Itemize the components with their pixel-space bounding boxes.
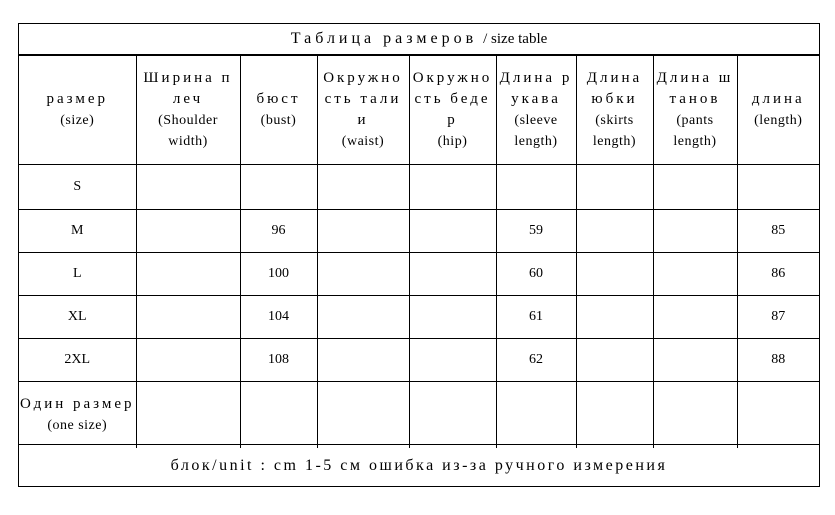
table-cell [737, 165, 819, 210]
table-title [19, 24, 819, 55]
table-cell [240, 165, 317, 210]
title-russian: Таблица размеров [290, 30, 478, 47]
table-cell [317, 210, 409, 253]
table-row [19, 296, 819, 339]
table-cell [409, 339, 496, 382]
table-row-one-size [19, 382, 819, 449]
size-cell: S [19, 165, 136, 210]
table-cell [409, 382, 496, 449]
column-header: Ширина плеч (Shoulder width) [136, 56, 240, 165]
size-cell: Один размер (one size) [19, 382, 136, 449]
table-cell [496, 165, 576, 210]
table-cell: 88 [737, 339, 819, 382]
table-cell [653, 210, 737, 253]
table-cell: 86 [737, 253, 819, 296]
size-table [19, 55, 819, 448]
table-cell [136, 165, 240, 210]
table-cell: 62 [496, 339, 576, 382]
size-cell: M [19, 210, 136, 253]
table-cell [653, 253, 737, 296]
table-cell [136, 253, 240, 296]
table-cell [136, 296, 240, 339]
table-cell: 85 [737, 210, 819, 253]
table-cell [409, 253, 496, 296]
column-header: Окружность бедер (hip) [409, 56, 496, 165]
table-cell [317, 339, 409, 382]
table-cell [653, 339, 737, 382]
table-cell [136, 339, 240, 382]
column-header: длина (length) [737, 56, 819, 165]
table-row [19, 210, 819, 253]
table-cell [576, 339, 653, 382]
table-cell [409, 165, 496, 210]
table-cell [136, 210, 240, 253]
table-cell [317, 253, 409, 296]
column-header: Длина рукава (sleeve length) [496, 56, 576, 165]
table-cell [409, 210, 496, 253]
table-cell [496, 382, 576, 449]
table-cell [576, 253, 653, 296]
table-cell [576, 296, 653, 339]
table-row [19, 253, 819, 296]
table-cell [136, 382, 240, 449]
table-cell [576, 382, 653, 449]
table-cell: 61 [496, 296, 576, 339]
table-cell [653, 165, 737, 210]
column-header: Длина штанов (pants length) [653, 56, 737, 165]
table-cell: 100 [240, 253, 317, 296]
table-cell [576, 210, 653, 253]
table-cell [317, 165, 409, 210]
title-english: / size table [483, 30, 548, 47]
size-cell: XL [19, 296, 136, 339]
table-cell [317, 382, 409, 449]
size-cell: 2XL [19, 339, 136, 382]
table-cell [653, 296, 737, 339]
table-row [19, 339, 819, 382]
table-cell [737, 382, 819, 449]
table-cell: 96 [240, 210, 317, 253]
table-cell [240, 382, 317, 449]
header-row [19, 56, 819, 165]
table-cell: 87 [737, 296, 819, 339]
table-cell [409, 296, 496, 339]
column-header: бюст (bust) [240, 56, 317, 165]
table-cell: 59 [496, 210, 576, 253]
table-row [19, 165, 819, 210]
table-cell: 104 [240, 296, 317, 339]
table-cell [576, 165, 653, 210]
column-header: Окружность талии (waist) [317, 56, 409, 165]
table-cell [317, 296, 409, 339]
measurement-note: блок/unit : cm 1-5 см ошибка из-за ручного измерения [19, 444, 819, 486]
column-header: Длина юбки (skirts length) [576, 56, 653, 165]
table-cell [653, 382, 737, 449]
column-header: размер (size) [19, 56, 136, 165]
table-cell: 60 [496, 253, 576, 296]
table-cell: 108 [240, 339, 317, 382]
size-table-frame [18, 23, 820, 487]
size-cell: L [19, 253, 136, 296]
